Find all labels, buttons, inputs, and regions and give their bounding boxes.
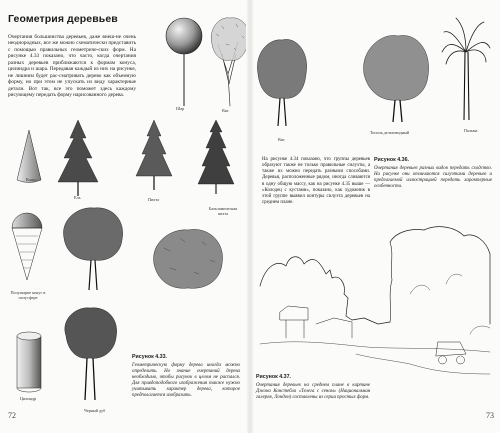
round-tree-illustration (58, 204, 128, 294)
page-number-right: 73 (486, 411, 494, 420)
figure-4-37-title: Рисунок 4.37. (256, 374, 292, 380)
figure-4-37-caption: Очертания деревьев на среднем плане в картине Джона Констебла «Телега с сеном» (Национальная галерея, Лондон) составлены из серии простых форм. (256, 383, 370, 401)
caption-el: Ель (74, 195, 81, 200)
black-oak-illustration (60, 304, 120, 404)
balsam-fir-illustration (196, 118, 236, 198)
palm-tree-illustration (442, 16, 490, 126)
spruce-tree-illustration (56, 118, 100, 200)
caption-palma: Пальма (464, 128, 478, 133)
fir-tree-illustration (134, 118, 174, 196)
hemisphere-cone-illustration (10, 198, 44, 288)
caption-sosna: Бальзамическая пихта (208, 206, 238, 216)
elm-tree-illustration-large (254, 34, 310, 130)
oak-tree-illustration-upper (150, 224, 226, 296)
caption-konus: Конус (26, 177, 37, 182)
caption-tsilindr: Цилиндр (20, 396, 37, 401)
caption-polushar: Полушарие конус в полусфере (10, 290, 46, 300)
caption-topol: Тополь дельтовидный (370, 130, 410, 135)
right-page (252, 0, 500, 433)
left-page (0, 0, 248, 433)
caption-vyaz-right: Вяз (278, 137, 285, 142)
right-paragraph: На рисунке 4.34 показано, что группы деревьев образуют также не только правильные силуэты, а также их можно передать разными способами. Деревья, расположенные рядом, иногда сливаются в одну общую массу, как на рисунке 4.35 выше — «Колодец с кустами», показано, как художник в этой группе выявил контуры силуэта деревьев на среднем плане. (262, 157, 370, 206)
sphere-tree-illustration (164, 14, 204, 109)
figure-4-36-title: Рисунок 4.36. (374, 157, 410, 163)
page-number-left: 72 (8, 411, 16, 420)
caption-pikhta: Пихта (148, 197, 159, 202)
caption-chernyi-dub: Черный дуб (84, 408, 106, 413)
intro-paragraph: Очертания большинства деревьев, даже внеш-не очень неоднородных, все же можно схематически представить с помощью правильных геометриче-ских форм. На рисунке 4.33 показано, что часто, когда очертания разных деревьев приближаются к формам конуса, цилиндра и шара. Передавая каждый из них на рисунке, не лишним будет рас-сматривать дерево как объемную форму, но при этом не упускать из виду характерные детали. Вот так, все это поможет здесь каждому рисующему передать форму нарисованного дерева. (8, 34, 136, 99)
caption-shar: Шар (176, 106, 185, 111)
elm-tree-illustration (208, 14, 248, 109)
page-heading: Геометрия деревьев (8, 13, 118, 25)
cottonwood-tree-illustration (360, 30, 432, 126)
figure-4-36-caption: Очертания деревьев разных видов передать сходство. На рисунке они отличаются силуэтами деревьев и предлагаемой иллюстрацией передать характерные особенности. (374, 166, 492, 190)
cylinder-illustration (14, 330, 44, 394)
figure-4-33-title: Рисунок 4.33. (132, 354, 168, 360)
caption-vyaz-left: Вяз (222, 108, 229, 113)
figure-4-33-caption: Геометрическую форму дерева иногда можно определить. Но знание очертаний дерева необходимо, чтобы рисунок в целом не распался. Для правдоподобного изображения также нужно учитывать характер дерева, которое предполагается изобразить. (132, 363, 240, 399)
